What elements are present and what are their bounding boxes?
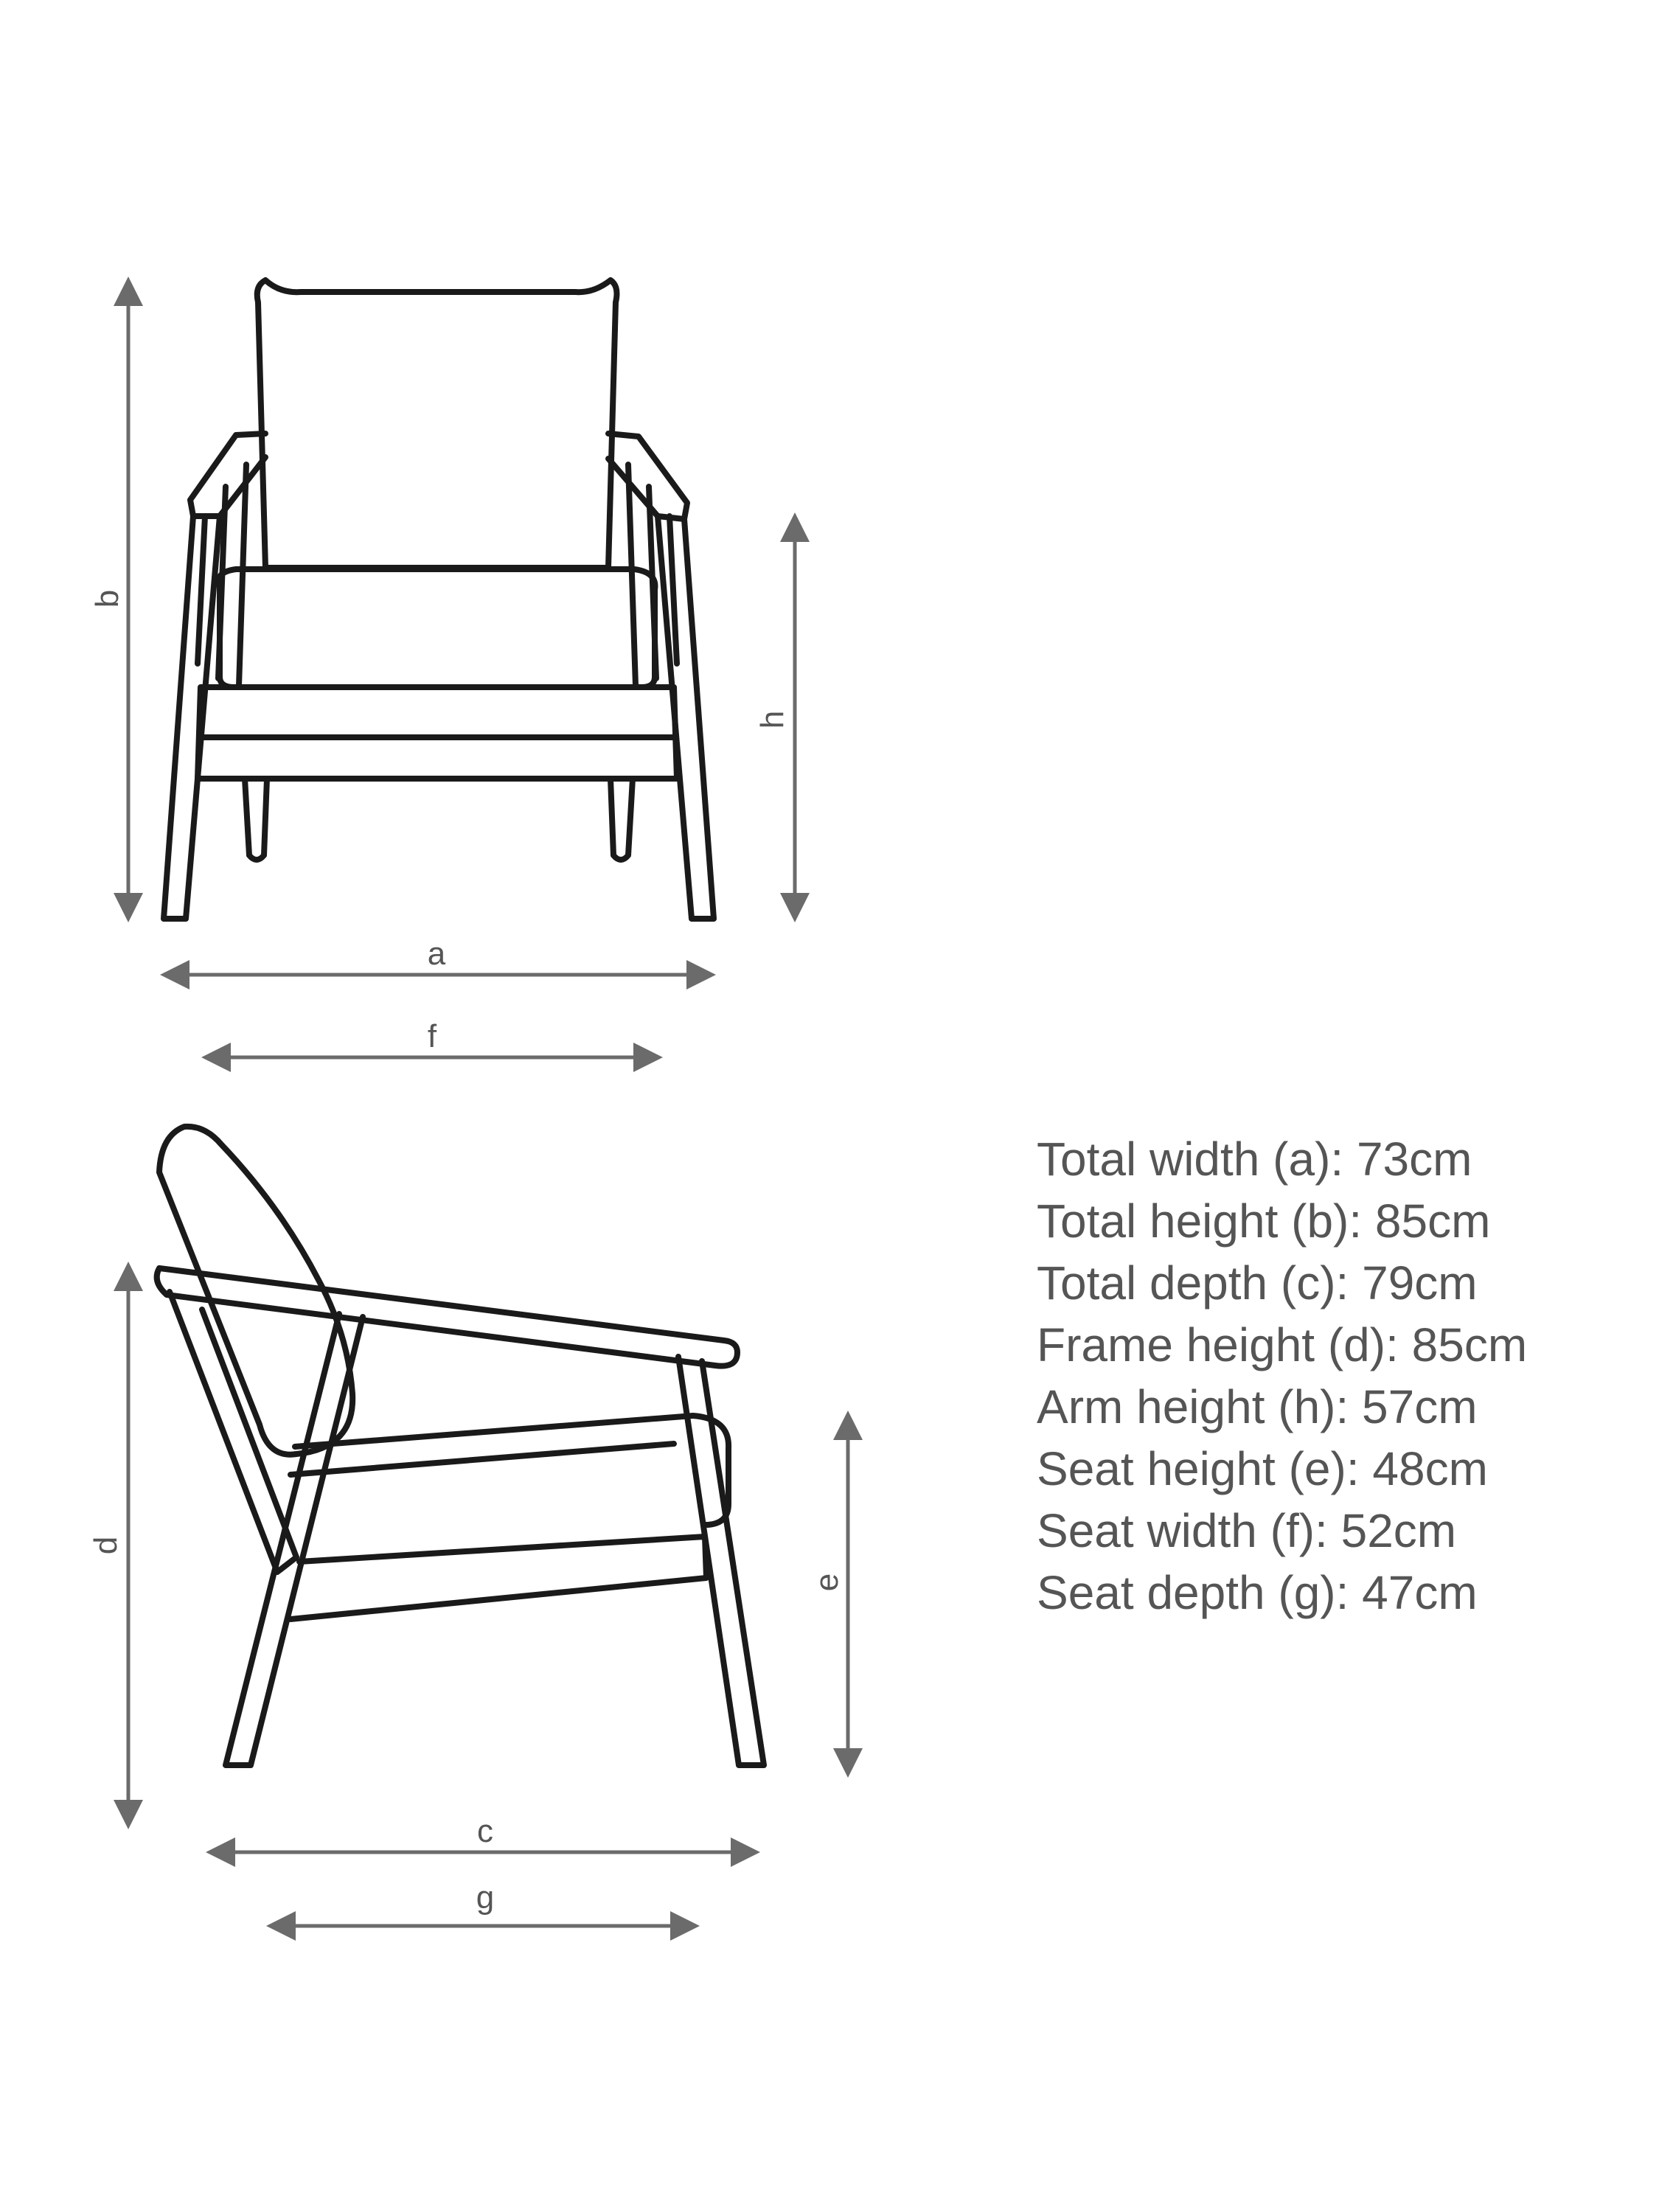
front-inner-right-leg [611, 779, 633, 860]
side-seat-rail [291, 1537, 706, 1619]
spec-total-depth: Total depth (c): 79cm [1037, 1256, 1478, 1310]
dimension-label-d: d [88, 1536, 124, 1555]
dimension-label-e: e [809, 1573, 845, 1592]
front-inner-left-leg [245, 779, 267, 860]
dimension-f [205, 1018, 659, 1057]
dimension-b [89, 280, 128, 919]
spec-seat-height: Seat height (e): 48cm [1037, 1442, 1488, 1495]
front-seat-rail [198, 687, 677, 779]
dimension-c [209, 1813, 757, 1852]
specification-list [1037, 1128, 1527, 1624]
front-left-slat [239, 465, 246, 686]
front-left-slat [198, 516, 205, 664]
dimension-h [754, 516, 795, 919]
chair-side-view [157, 1127, 764, 1765]
front-left-leg [164, 516, 220, 919]
dimension-label-c: c [477, 1813, 493, 1849]
spec-seat-depth: Seat depth (g): 47cm [1037, 1566, 1478, 1619]
front-seat-cushion [218, 569, 655, 687]
spec-arm-height: Arm height (h): 57cm [1037, 1380, 1478, 1433]
spec-total-height: Total height (b): 85cm [1037, 1194, 1491, 1248]
dimension-e [809, 1414, 848, 1774]
dimension-label-f: f [427, 1018, 437, 1054]
dimension-g [270, 1879, 696, 1926]
chair-front-view [164, 280, 714, 919]
side-rear-leg [226, 1314, 363, 1765]
dimension-label-g: g [476, 1879, 495, 1916]
side-back-frame [170, 1292, 296, 1572]
spec-total-width: Total width (a): 73cm [1037, 1133, 1472, 1186]
front-back-cushion [257, 280, 617, 568]
spec-seat-width: Seat width (f): 52cm [1037, 1504, 1457, 1557]
side-seat-cushion-bottom [291, 1444, 674, 1475]
dimension-label-a: a [427, 936, 446, 972]
front-right-leg [658, 516, 714, 919]
dimension-label-h: h [754, 710, 790, 729]
side-armrest [157, 1268, 737, 1366]
dimension-a [164, 936, 712, 975]
dimension-d [88, 1265, 128, 1826]
spec-frame-height: Frame height (d): 85cm [1037, 1318, 1528, 1371]
dimension-label-b: b [89, 589, 125, 608]
front-right-slat [628, 465, 636, 686]
